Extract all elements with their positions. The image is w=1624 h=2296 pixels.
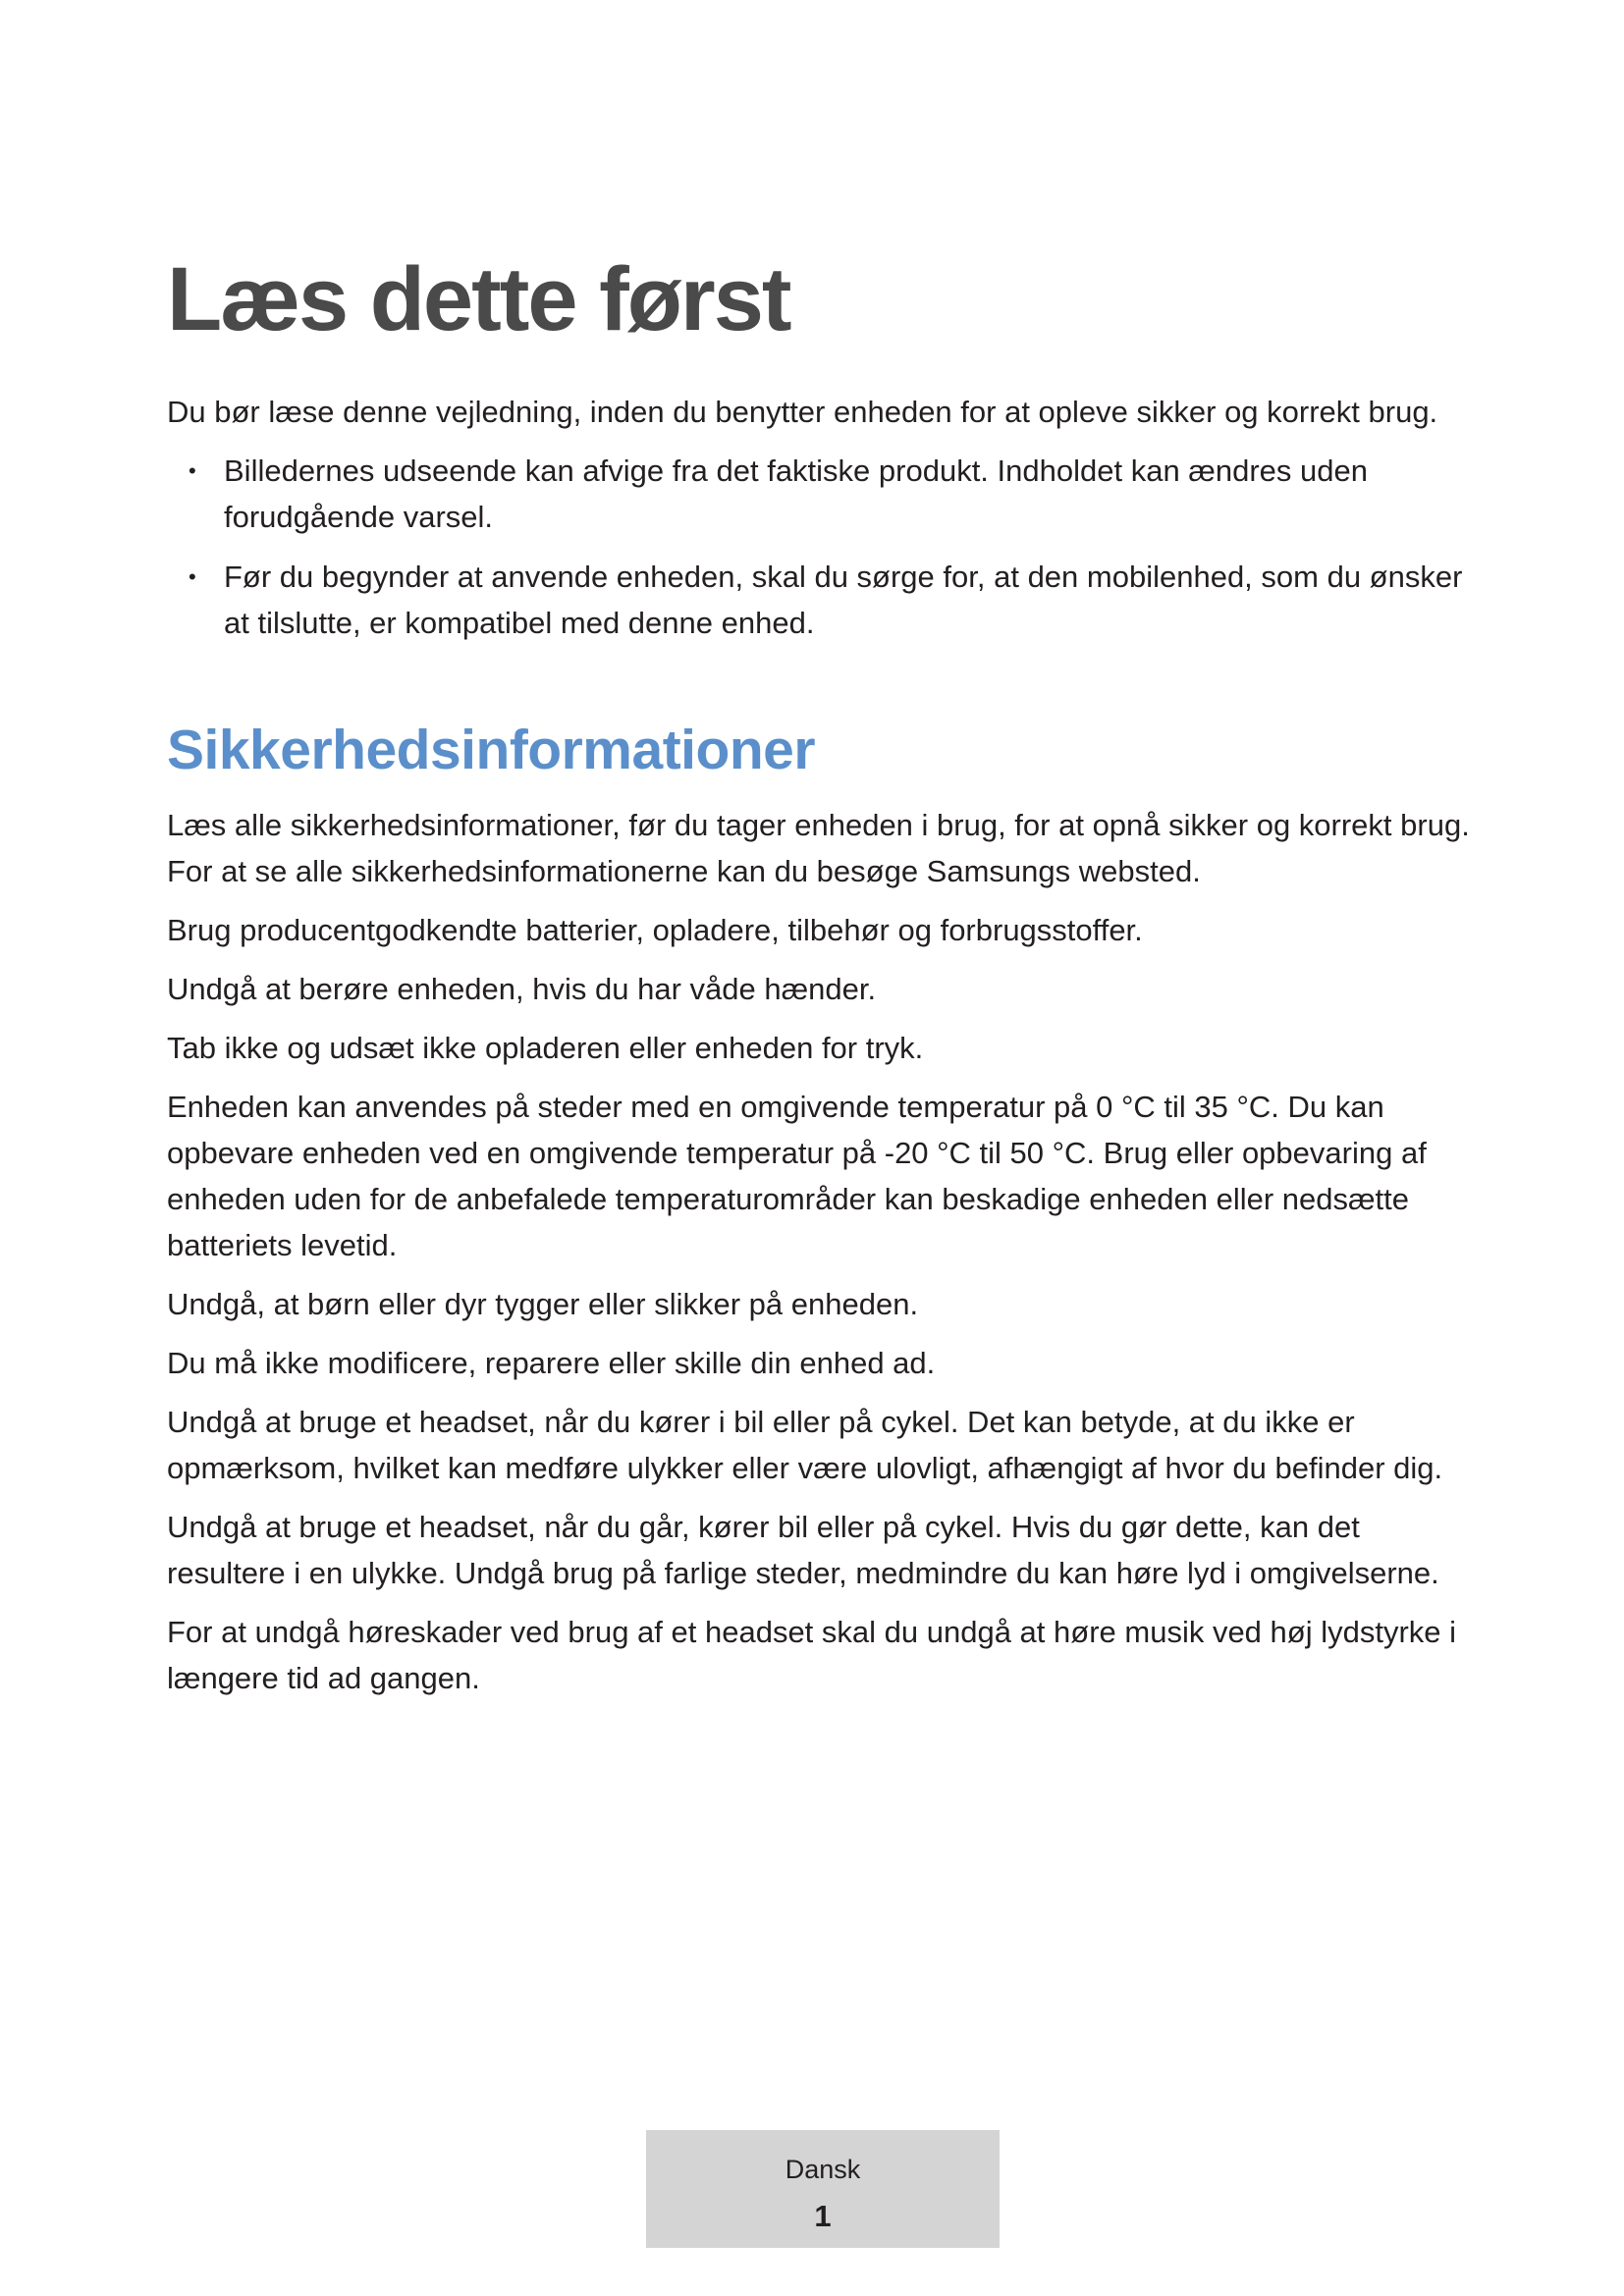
section-paragraph: For at undgå høreskader ved brug af et headset skal du undgå at høre musik ved høj lydstyrke i længere tid ad gangen. bbox=[167, 1614, 1457, 1695]
intro-paragraph: Du bør læse denne vejledning, inden du benytter enheden for at opleve sikker og korrekt brug. bbox=[167, 395, 1438, 430]
section-paragraph: Tab ikke og udsæt ikke opladeren eller enheden for tryk. bbox=[167, 1030, 924, 1065]
section-paragraph: Læs alle sikkerhedsinformationer, før du tager enheden i brug, for at opnå sikker og korrekt brug. For at se alle sikkerhedsinformationerne kan du besøge Samsungs websted. bbox=[167, 807, 1470, 888]
bullet-list bbox=[167, 448, 1483, 646]
page-title: Læs dette først bbox=[167, 249, 790, 349]
bullet-text: Før du begynder at anvende enheden, skal du sørge for, at den mobilenhed, som du ønsker at tilslutte, er kompatibel med denne enhed. bbox=[224, 560, 1463, 641]
section-paragraph: Undgå, at børn eller dyr tygger eller slikker på enheden. bbox=[167, 1286, 919, 1321]
section-title: Sikkerhedsinformationer bbox=[167, 719, 816, 782]
footer-language: Dansk bbox=[785, 2155, 861, 2184]
page-number: 1 bbox=[814, 2199, 832, 2233]
section-paragraph: Undgå at bruge et headset, når du kører i bil eller på cykel. Det kan betyde, at du ikke er opmærksom, hvilket kan medføre ulykker eller være ulovligt, afhængigt af hvor du befinder dig. bbox=[167, 1404, 1443, 1485]
bullet-text: Billedernes udseende kan afvige fra det faktiske produkt. Indholdet kan ændres uden forudgående varsel. bbox=[224, 454, 1368, 535]
section-paragraph: Enheden kan anvendes på steder med en omgivende temperatur på 0 °C til 35 °C. Du kan opbevare enheden ved en omgivende temperatur på -20 °C til 50 °C. Brug eller opbevaring af enheden uden for de anbefalede temperaturområder kan beskadige enheden eller nedsætte batteriets levetid. bbox=[167, 1089, 1427, 1262]
section-paragraph: Brug producentgodkendte batterier, opladere, tilbehør og forbrugsstoffer. bbox=[167, 912, 1143, 947]
section-paragraph: Undgå at berøre enheden, hvis du har våde hænder. bbox=[167, 971, 877, 1006]
bullet-item bbox=[167, 554, 1483, 646]
bullet-item bbox=[167, 448, 1483, 540]
section-paragraph: Du må ikke modificere, reparere eller skille din enhed ad. bbox=[167, 1345, 936, 1380]
bullet-dot: • bbox=[189, 564, 196, 590]
page-content bbox=[167, 250, 1483, 1714]
bullet-dot: • bbox=[189, 458, 196, 484]
page-footer bbox=[646, 2130, 1000, 2248]
section-paragraph: Undgå at bruge et headset, når du går, kører bil eller på cykel. Hvis du gør dette, kan det resultere i en ulykke. Undgå brug på farlige steder, medmindre du kan høre lyd i omgivelserne. bbox=[167, 1509, 1439, 1590]
